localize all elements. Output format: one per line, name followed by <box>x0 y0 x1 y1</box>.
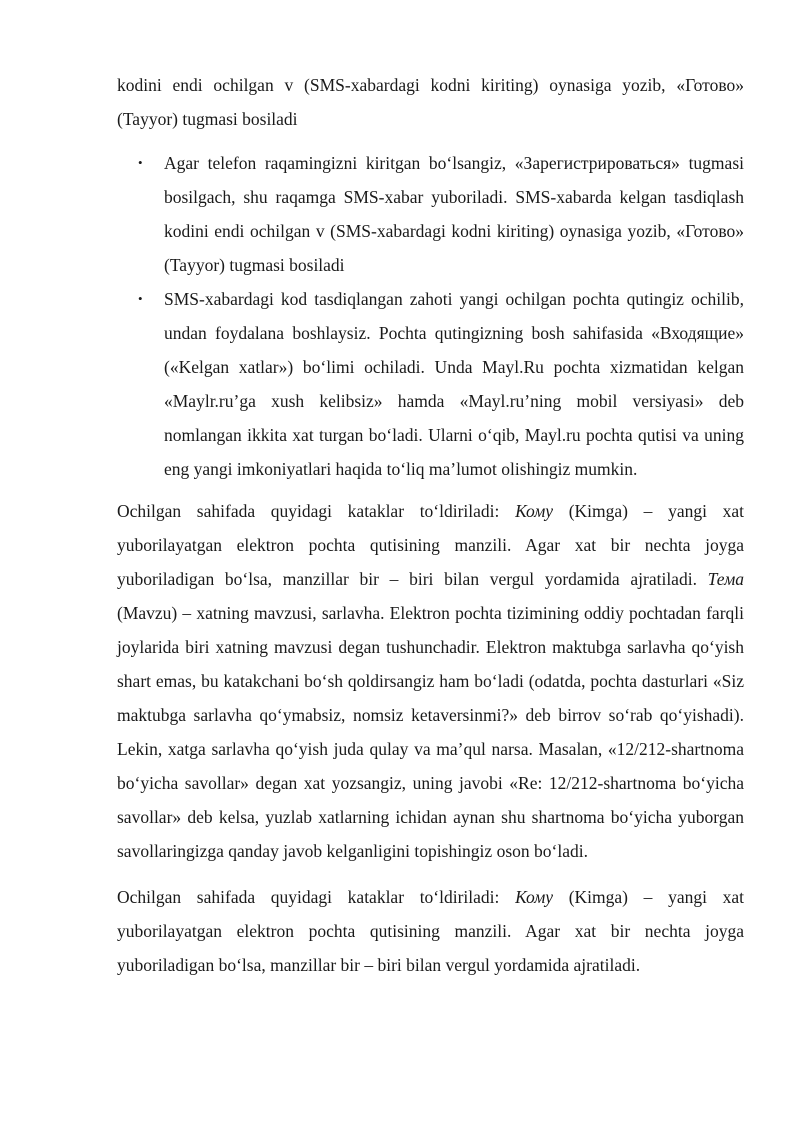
field-name-mavzu: Тема <box>707 569 744 589</box>
field-name-kimga: Кому <box>515 501 554 521</box>
bullet-icon: • <box>138 155 143 170</box>
list-item <box>138 146 744 282</box>
intro-paragraph: kodini endi ochilgan v (SMS-xabardagi kodni kiriting) oynasiga yozib, «Готово» (Tayyor) tugmasi bosiladi <box>117 75 744 129</box>
body-paragraph <box>117 880 744 982</box>
list-item-text: Agar telefon raqamingizni kiritgan bo‘lsangiz, «Зарегистрироваться» tugmasi bosilgach, shu raqamga SMS-xabar yuboriladi. SMS-xabarda kelgan tasdiqlash kodini endi ochilgan v (SMS-xabardagi kodni kiriting) oynasiga yozib, «Готово» (Tayyor) tugmasi bosiladi <box>164 153 744 275</box>
paragraph-text: Ochilgan sahifada quyidagi kataklar to‘ldiriladi: <box>117 887 516 907</box>
list-item <box>138 282 744 486</box>
list-item-text: SMS-xabardagi kod tasdiqlangan zahoti yangi ochilgan pochta qutingiz ochilib, undan foydalana boshlaysiz. Pochta qutingizning bosh sahifasida «Входящие» («Kelgan xatlar») bo‘limi ochiladi. Unda Mayl.Ru pochta xizmatidan kelgan «Maylr.ru’ga xush kelibsiz» hamda «Mayl.ru’ning mobil versiyasi» deb nomlangan ikkita xat turgan bo‘ladi. Ularni o‘qib, Mayl.ru pochta qutisi va uning eng yangi imkoniyatlari haqida to‘liq ma’lumot olishingiz mumkin. <box>164 289 744 479</box>
paragraph-text: Ochilgan sahifada quyidagi kataklar to‘ldiriladi: <box>117 501 516 521</box>
paragraph-text: (Kimga) – yangi xat yuborilayatgan elektron pochta qutisining manzili. Agar xat bir nechta joyga yuboriladigan bo‘lsa, manzillar bir – biri bilan vergul yordamida ajratiladi. <box>117 887 744 975</box>
paragraph-text: (Mavzu) – xatning mavzusi, sarlavha. Elektron pochta tizimining oddiy pochtadan farqli joylarida biri xatning mavzusi degan tushunchadir. Elektron maktubga sarlavha qo‘yish shart emas, bu katakchani bo‘sh qoldirsangiz ham bo‘ladi (odatda, pochta dasturlari «Siz maktubga sarlavha qo‘ymabsiz, nomsiz ketaversinmi?» deb birrov so‘rab qo‘yishadi). Lekin, xatga sarlavha qo‘yish juda qulay va ma’qul narsa. Masalan, «12/212-shartnoma bo‘yicha savollar» degan xat yozsangiz, uning javobi «Re: 12/212-shartnoma bo‘yicha savollar» deb kelsa, yuzlab xatlarning ichidan aynan shu shartnoma bo‘yicha yuborgan savollaringizga qanday javob kelganligini topishingiz oson bo‘ladi. <box>117 603 744 861</box>
field-name-kimga: Кому <box>515 887 554 907</box>
paragraph-text: (Kimga) – yangi xat yuborilayatgan elektron pochta qutisining manzili. Agar xat bir nechta joyga yuboriladigan bo‘lsa, manzillar bir – biri bilan vergul yordamida ajratiladi. <box>117 501 744 589</box>
bullet-icon: • <box>138 291 143 306</box>
body-paragraph <box>117 494 744 868</box>
bullet-list <box>117 146 744 486</box>
